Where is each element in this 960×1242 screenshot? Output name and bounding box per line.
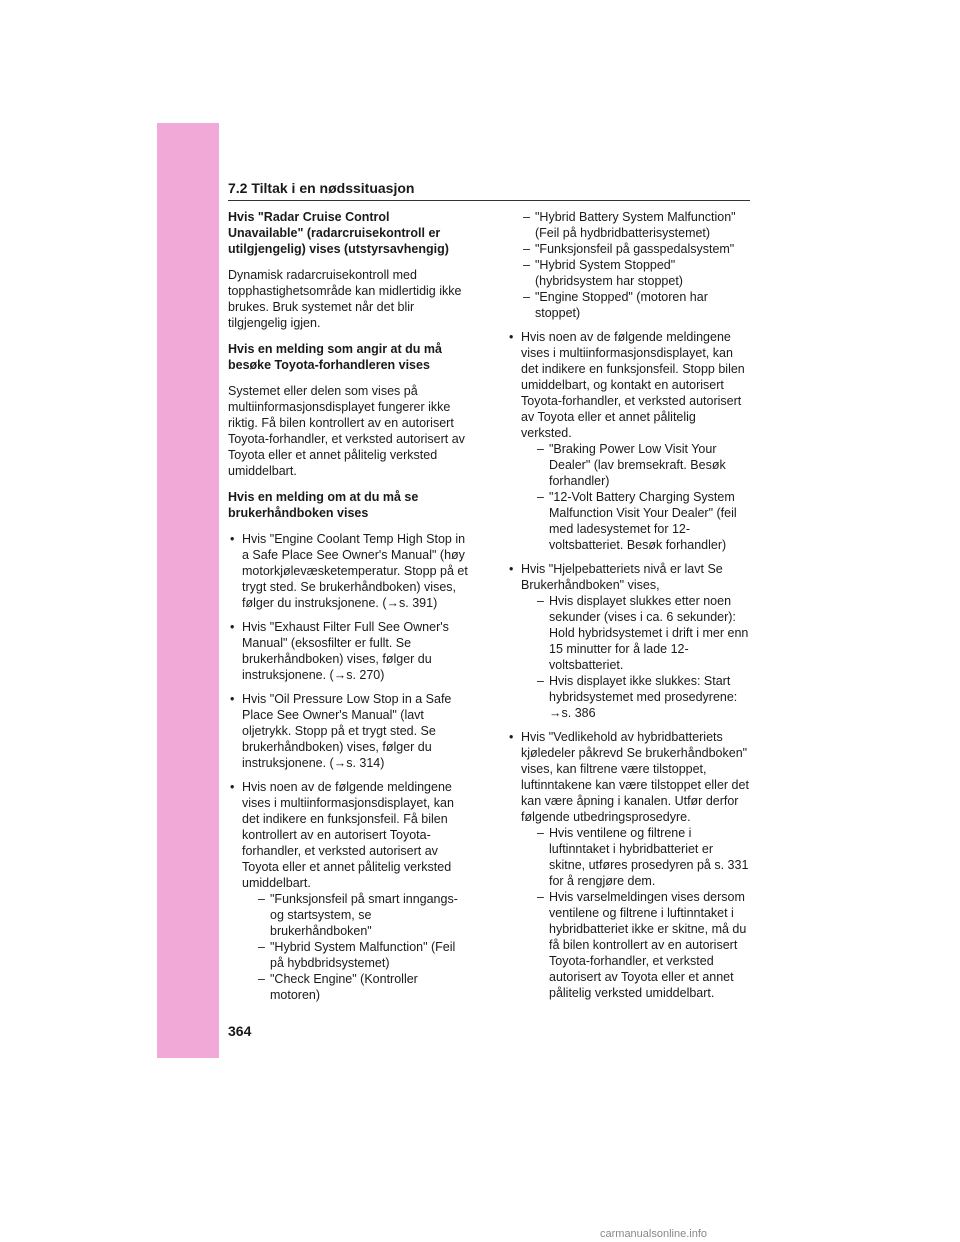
dash-item: – "Braking Power Low Visit Your Dealer" (lav bremsekraft. Besøk forhandler) — [521, 441, 750, 489]
dash-item: – "Hybrid Battery System Malfunction" (Feil på hydbridbatterisystemet) — [507, 209, 750, 241]
paragraph-radar-cruise: Dynamisk radarcruisekontroll med topphastighetsområde kan midlertidig ikke brukes. Bruk systemet når det blir tilgjengelig igjen. — [228, 268, 462, 330]
dash-item: – "Funksjonsfeil på smart inngangs- og startsystem, se brukerhåndboken" — [242, 891, 468, 939]
dash-list — [521, 825, 750, 1001]
chapter-tab — [157, 123, 219, 1058]
heading-visit-dealer: Hvis en melding som angir at du må besøke Toyota-forhandleren vises — [228, 342, 442, 372]
left-column — [228, 209, 468, 1011]
bullet-item — [507, 329, 750, 553]
heading-see-manual: Hvis en melding om at du må se brukerhåndboken vises — [228, 490, 419, 520]
bullet-item — [228, 779, 468, 1003]
dash-item: – "Funksjonsfeil på gasspedalsystem" — [507, 241, 750, 257]
bullet-item: • Hvis "Exhaust Filter Full See Owner's Manual" (eksosfilter er fullt. Se brukerhåndboken) vises, følger du instruksjonene. (→s. 270) — [228, 619, 468, 683]
dash-item: – Hvis ventilene og filtrene i luftinntaket i hybridbatteriet er skitne, utføres prosedyren på s. 331 for å rengjøre dem. — [521, 825, 750, 889]
dash-item: – "Hybrid System Stopped" (hybridsystem har stoppet) — [507, 257, 750, 289]
bullet-text: Hvis "Hjelpebatteriets nivå er lavt Se Brukerhåndboken" vises, — [521, 562, 723, 592]
paragraph-visit-dealer: Systemet eller delen som vises på multiinformasjonsdisplayet fungerer ikke riktig. Få bilen kontrollert av en autorisert Toyota-forhandler, et verksted autorisert av Toyota eller et annet pålitelig verksted umiddelbart. — [228, 384, 465, 478]
dash-item: – Hvis displayet slukkes etter noen sekunder (vises i ca. 6 sekunder): Hold hybridsystemet i drift i mer enn 15 minutter for å lade 12-voltsbatteriet. — [521, 593, 750, 673]
dash-list — [242, 891, 468, 1003]
dash-item: – Hvis varselmeldingen vises dersom ventilene og filtrene i luftinntaket i hybridbatteriet ikke er skitne, må du få bilen kontrollert av en autorisert Toyota-forhandler, et verksted autorisert av Toyota eller et annet pålitelig verksted umiddelbart. — [521, 889, 750, 1001]
bullet-item — [507, 729, 750, 1001]
bullet-item: • Hvis "Oil Pressure Low Stop in a Safe Place See Owner's Manual" (lavt oljetrykk. Stopp på et trygt sted. Se brukerhåndboken) vises, følger du instruksjonene. (→s. 314) — [228, 691, 468, 771]
dash-item: – "Check Engine" (Kontroller motoren) — [242, 971, 468, 1003]
bullet-item: • Hvis "Engine Coolant Temp High Stop in a Safe Place See Owner's Manual" (høy motorkjølevæsketemperatur. Stopp på et trygt sted. Se brukerhåndboken) vises, følger du instruksjonene. (→s. 391) — [228, 531, 468, 611]
bullet-text: Hvis noen av de følgende meldingene vises i multiinformasjonsdisplayet, kan det indikere en funksjonsfeil. Stopp bilen umiddelbart, og kontakt en autorisert Toyota-forhandler, et verksted autorisert av Toyota eller et annet pålitelig verksted. — [521, 330, 745, 440]
dash-item: – "Hybrid System Malfunction" (Feil på hybdbridsystemet) — [242, 939, 468, 971]
dash-item: – "12-Volt Battery Charging System Malfunction Visit Your Dealer" (feil med ladesystemet for 12-voltsbatteriet. Besøk forhandler) — [521, 489, 750, 553]
dash-item: – "Engine Stopped" (motoren har stoppet) — [507, 289, 750, 321]
watermark[interactable]: carmanualsonline.info — [600, 1228, 708, 1240]
bullet-text: Hvis noen av de følgende meldingene vises i multiinformasjonsdisplayet, kan det indikere en funksjonsfeil. Få bilen kontrollert av en autorisert Toyota-forhandler, et verksted autorisert av Toyota eller et annet pålitelig verksted umiddelbart. — [242, 780, 454, 890]
bullet-item — [507, 561, 750, 721]
dash-list — [507, 209, 750, 321]
page-number: 364 — [228, 1023, 252, 1039]
dash-list — [521, 593, 750, 721]
dash-list — [521, 441, 750, 553]
section-header: 7.2 Tiltak i en nødssituasjon — [228, 180, 750, 201]
right-column — [507, 209, 750, 1009]
right-bullets — [507, 329, 750, 1001]
bullet-text: Hvis "Vedlikehold av hybridbatteriets kjøledeler påkrevd Se brukerhåndboken" vises, kan filtrene være tilstoppet, luftinntakene kan være tilstoppet eller det kan være åpning i kanalen. Utfør derfor følgende utbedringsprosedyre. — [521, 730, 749, 824]
heading-radar-cruise: Hvis "Radar Cruise Control Unavailable" (radarcruisekontroll er utilgjengelig) vises (utstyrsavhengig) — [228, 210, 449, 256]
dash-item: – Hvis displayet ikke slukkes: Start hybridsystemet med prosedyrene: →s. 386 — [521, 673, 750, 721]
manual-bullets — [228, 531, 468, 1003]
